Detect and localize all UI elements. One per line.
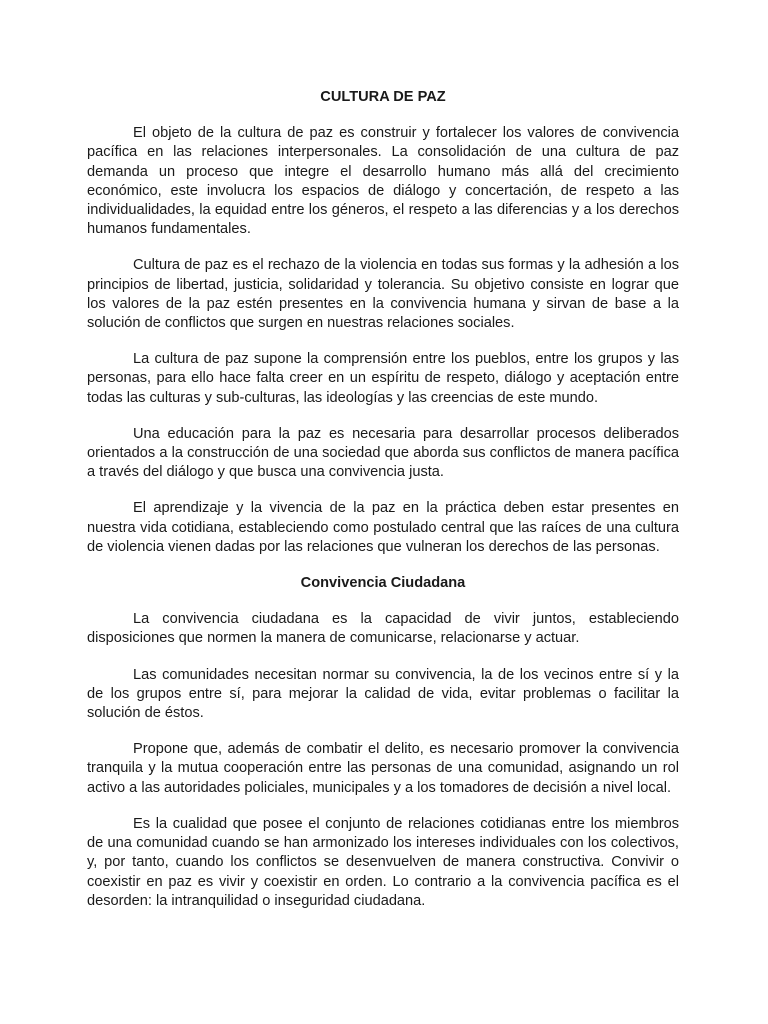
document-page: [87, 88, 679, 928]
paragraph: Las comunidades necesitan normar su convivencia, la de los vecinos entre sí y la de los grupos entre sí, para mejorar la calidad de vida, evitar problemas o facilitar la solución de éstos.: [87, 666, 679, 722]
paragraph: La convivencia ciudadana es la capacidad de vivir juntos, estableciendo disposiciones que normen la manera de comunicarse, relacionarse y actuar.: [87, 611, 679, 647]
paragraph: El objeto de la cultura de paz es construir y fortalecer los valores de convivencia pacífica en las relaciones interpersonales. La consolidación de una cultura de paz demanda un proceso que integre el desarrollo humano más allá del crecimiento económico, este involucra los espacios de diálogo y concertación, de respeto a las individualidades, la equidad entre los géneros, el respeto a las diferencias y a los derechos humanos fundamentales.: [87, 125, 679, 238]
paragraph: El aprendizaje y la vivencia de la paz en la práctica deben estar presentes en nuestra vida cotidiana, estableciendo como postulado central que las raíces de una cultura de violencia vienen dadas por las relaciones que vulneran los derechos de las personas.: [87, 500, 679, 555]
paragraph: Una educación para la paz es necesaria para desarrollar procesos deliberados orientados a la construcción de una sociedad que aborda sus conflictos de manera pacífica a través del diálogo y que busca una convivencia justa.: [87, 425, 679, 481]
paragraph: Es la cualidad que posee el conjunto de relaciones cotidianas entre los miembros de una comunidad cuando se han armonizado los intereses individuales con los colectivos, y, por tanto, cuando los conflictos se desenvuelven de manera constructiva. Convivir o coexistir en paz es vivir y coexistir en orden. Lo contrario a la convivencia pacífica es el desorden: la intranquilidad o inseguridad ciudadana.: [87, 815, 679, 909]
page-title: CULTURA DE PAZ: [320, 89, 446, 105]
paragraph: Cultura de paz es el rechazo de la violencia en todas sus formas y la adhesión a los principios de libertad, justicia, solidaridad y tolerancia. Su objetivo consiste en lograr que los valores de la paz estén presentes en la convivencia humana y sirvan de base a la solución de conflictos que surgen en nuestras relaciones sociales.: [87, 257, 679, 332]
paragraph: Propone que, además de combatir el delito, es necesario promover la convivencia tranquila y la mutua cooperación entre las personas de una comunidad, asignando un rol activo a las autoridades policiales, municipales y a los tomadores de decisión a nivel local.: [87, 741, 679, 796]
paragraph: La cultura de paz supone la comprensión entre los pueblos, entre los grupos y las personas, para ello hace falta creer en un espíritu de respeto, diálogo y aceptación entre todas las culturas y sub-culturas, las ideologías y las creencias de este mundo.: [87, 351, 679, 406]
section-heading: Convivencia Ciudadana: [300, 575, 466, 592]
